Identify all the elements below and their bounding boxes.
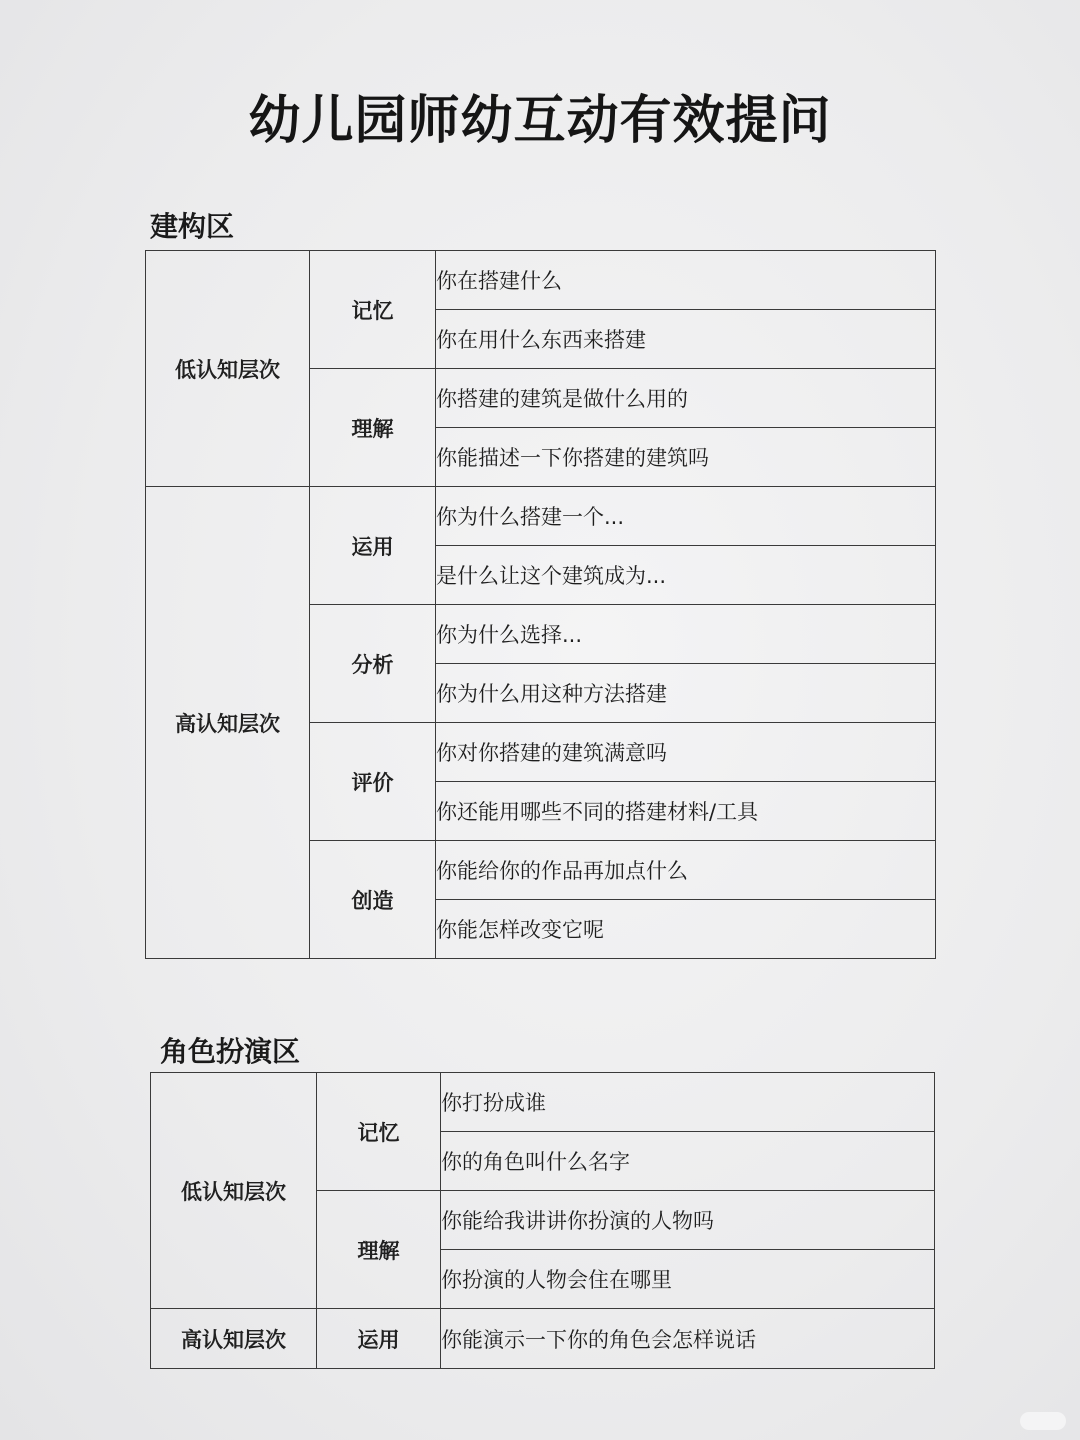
question-cell: 你为什么用这种方法搭建 <box>436 664 936 723</box>
category-cell: 运用 <box>310 487 436 605</box>
question-cell: 你打扮成谁 <box>441 1073 935 1132</box>
table-row <box>146 251 936 310</box>
category-cell: 运用 <box>317 1309 441 1369</box>
category-cell: 记忆 <box>317 1073 441 1191</box>
question-cell: 你扮演的人物会住在哪里 <box>441 1250 935 1309</box>
category-cell: 理解 <box>317 1191 441 1309</box>
category-cell: 理解 <box>310 369 436 487</box>
question-cell: 你能演示一下你的角色会怎样说话 <box>441 1309 935 1369</box>
role-play-question-table <box>150 1072 935 1369</box>
question-cell: 你能给你的作品再加点什么 <box>436 841 936 900</box>
question-cell: 你能描述一下你搭建的建筑吗 <box>436 428 936 487</box>
category-cell: 分析 <box>310 605 436 723</box>
question-cell: 是什么让这个建筑成为... <box>436 546 936 605</box>
level-cell: 高认知层次 <box>151 1309 317 1369</box>
question-cell: 你在用什么东西来搭建 <box>436 310 936 369</box>
table-row <box>146 487 936 546</box>
question-cell: 你对你搭建的建筑满意吗 <box>436 723 936 782</box>
category-cell: 记忆 <box>310 251 436 369</box>
question-cell: 你的角色叫什么名字 <box>441 1132 935 1191</box>
question-cell: 你还能用哪些不同的搭建材料/工具 <box>436 782 936 841</box>
level-cell: 低认知层次 <box>151 1073 317 1309</box>
category-cell: 创造 <box>310 841 436 959</box>
question-cell: 你在搭建什么 <box>436 251 936 310</box>
level-cell: 低认知层次 <box>146 251 310 487</box>
watermark-badge <box>1020 1412 1066 1430</box>
section-heading-role-play: 角色扮演区 <box>160 1035 301 1068</box>
question-cell: 你能怎样改变它呢 <box>436 900 936 959</box>
page-title: 幼儿园师幼互动有效提问 <box>248 91 832 151</box>
question-cell: 你为什么搭建一个... <box>436 487 936 546</box>
question-cell: 你能给我讲讲你扮演的人物吗 <box>441 1191 935 1250</box>
table-row <box>151 1073 935 1132</box>
category-cell: 评价 <box>310 723 436 841</box>
section-heading-construction: 建构区 <box>150 210 235 243</box>
question-cell: 你搭建的建筑是做什么用的 <box>436 369 936 428</box>
question-cell: 你为什么选择... <box>436 605 936 664</box>
table-row <box>151 1309 935 1369</box>
construction-question-table <box>145 250 936 959</box>
level-cell: 高认知层次 <box>146 487 310 959</box>
